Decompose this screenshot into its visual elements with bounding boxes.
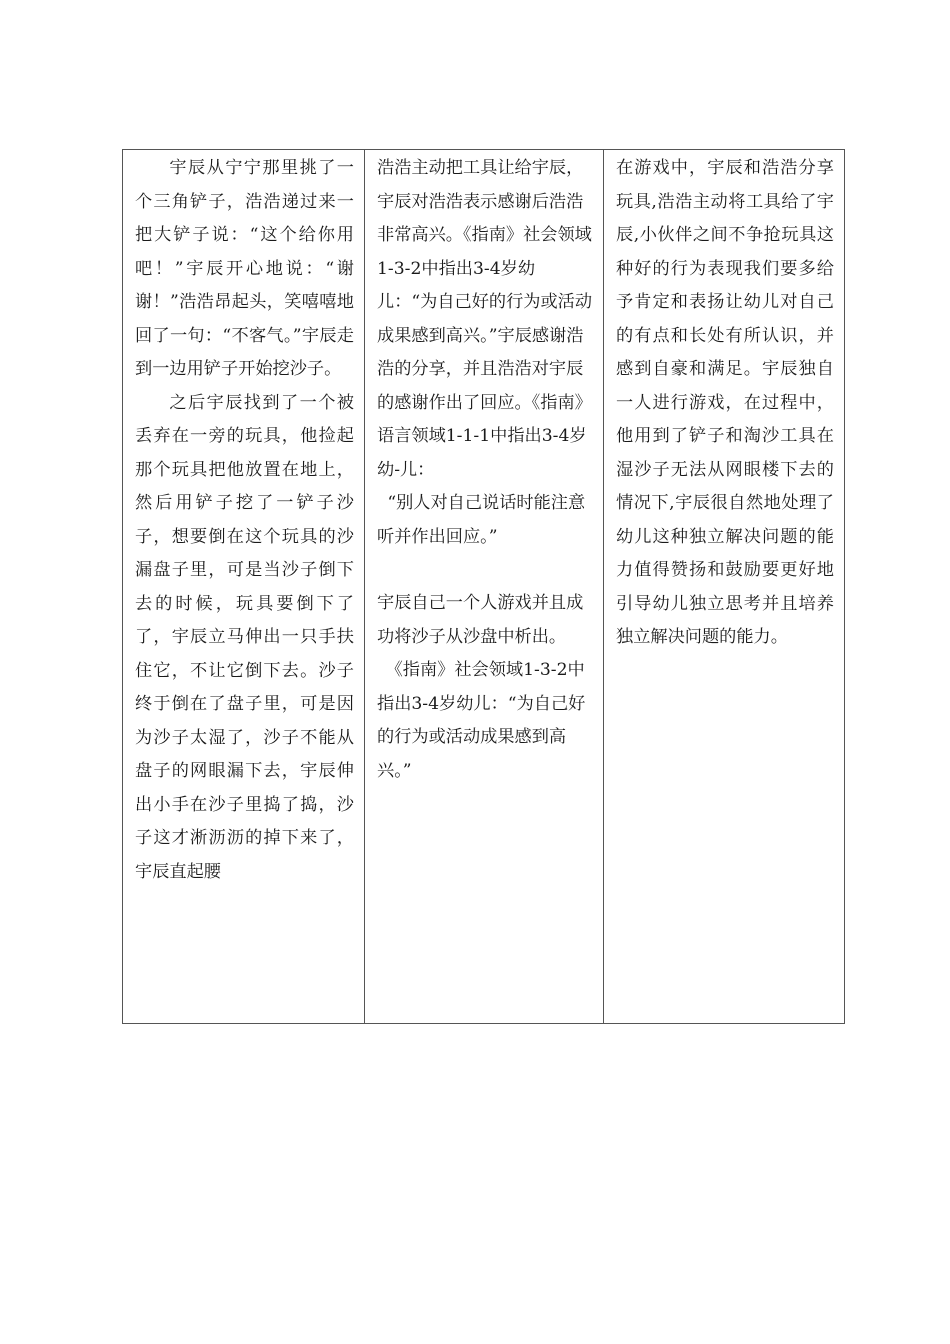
- analysis-quote: “别人对自己说话时能注意听并作出回应。”: [377, 493, 586, 547]
- reflection-paragraph: 在游戏中，宇辰和浩浩分享玩具,浩浩主动将工具给了宇辰,小伙伴之间不争抢玩具这种好的行为表现我们要多给予肯定和表扬让幼儿对自己的有点和长处有所认识，并感到自豪和满足。宇辰独自一人进行游戏，在过程中，他用到了铲子和淘沙工具在湿沙子无法从网眼楼下去的情况下,宇辰很自然地处理了幼儿这种独立解决问题的能力值得赞扬和鼓励要更好地引导幼儿独立思考并且培养独立解决问题的能力。: [616, 158, 834, 647]
- reflection-cell: [604, 150, 845, 1024]
- observation-paragraph-1: 宇辰从宁宁那里挑了一个三角铲子，浩浩递过来一把大铲子说：“这个给你用吧！”宇辰开心地说：“谢谢！”浩浩昂起头，笑嘻嘻地回了一句：“不客气。”宇辰走到一边用铲子开始挖沙子。: [135, 158, 354, 379]
- observation-paragraph-2: 之后宇辰找到了一个被丢弃在一旁的玩具，他捡起那个玩具把他放置在地上，然后用铲子挖了一铲子沙子，想要倒在这个玩具的沙漏盘子里，可是当沙子倒下去的时候，玩具要倒下了了，宇辰立马伸出一只手扶住它，不让它倒下去。沙子终于倒在了盘子里，可是因为沙子太湿了，沙子不能从盘子的网眼漏下去，宇辰伸出小手在沙子里捣了捣，沙子这才淅沥沥的掉下来了，宇辰直起腰: [135, 392, 354, 882]
- observation-record-cell: [123, 150, 365, 1024]
- analysis-paragraph-1: 浩浩主动把工具让给宇辰，宇辰对浩浩表示感谢后浩浩非常高兴。《指南》社会领域1-3-2中指出3-4岁幼儿：“为自己好的行为或活动成果感到高兴。”宇辰感谢浩浩的分享，并且浩浩对宇辰的感谢作出了回应。《指南》语言领域1-1-1中指出3-4岁幼-儿：: [377, 158, 593, 480]
- analysis-cell: [365, 150, 604, 1024]
- paragraph-gap: [377, 554, 593, 587]
- analysis-paragraph-2: 宇辰自己一个人游戏并且成功将沙子从沙盘中析出。: [377, 593, 584, 647]
- table-row: [123, 150, 845, 1024]
- analysis-paragraph-3: 《指南》社会领域1-3-2中指出3-4岁幼儿：“为自己好的行为或活动成果感到高兴。”: [377, 660, 586, 781]
- observation-table: [122, 149, 845, 1024]
